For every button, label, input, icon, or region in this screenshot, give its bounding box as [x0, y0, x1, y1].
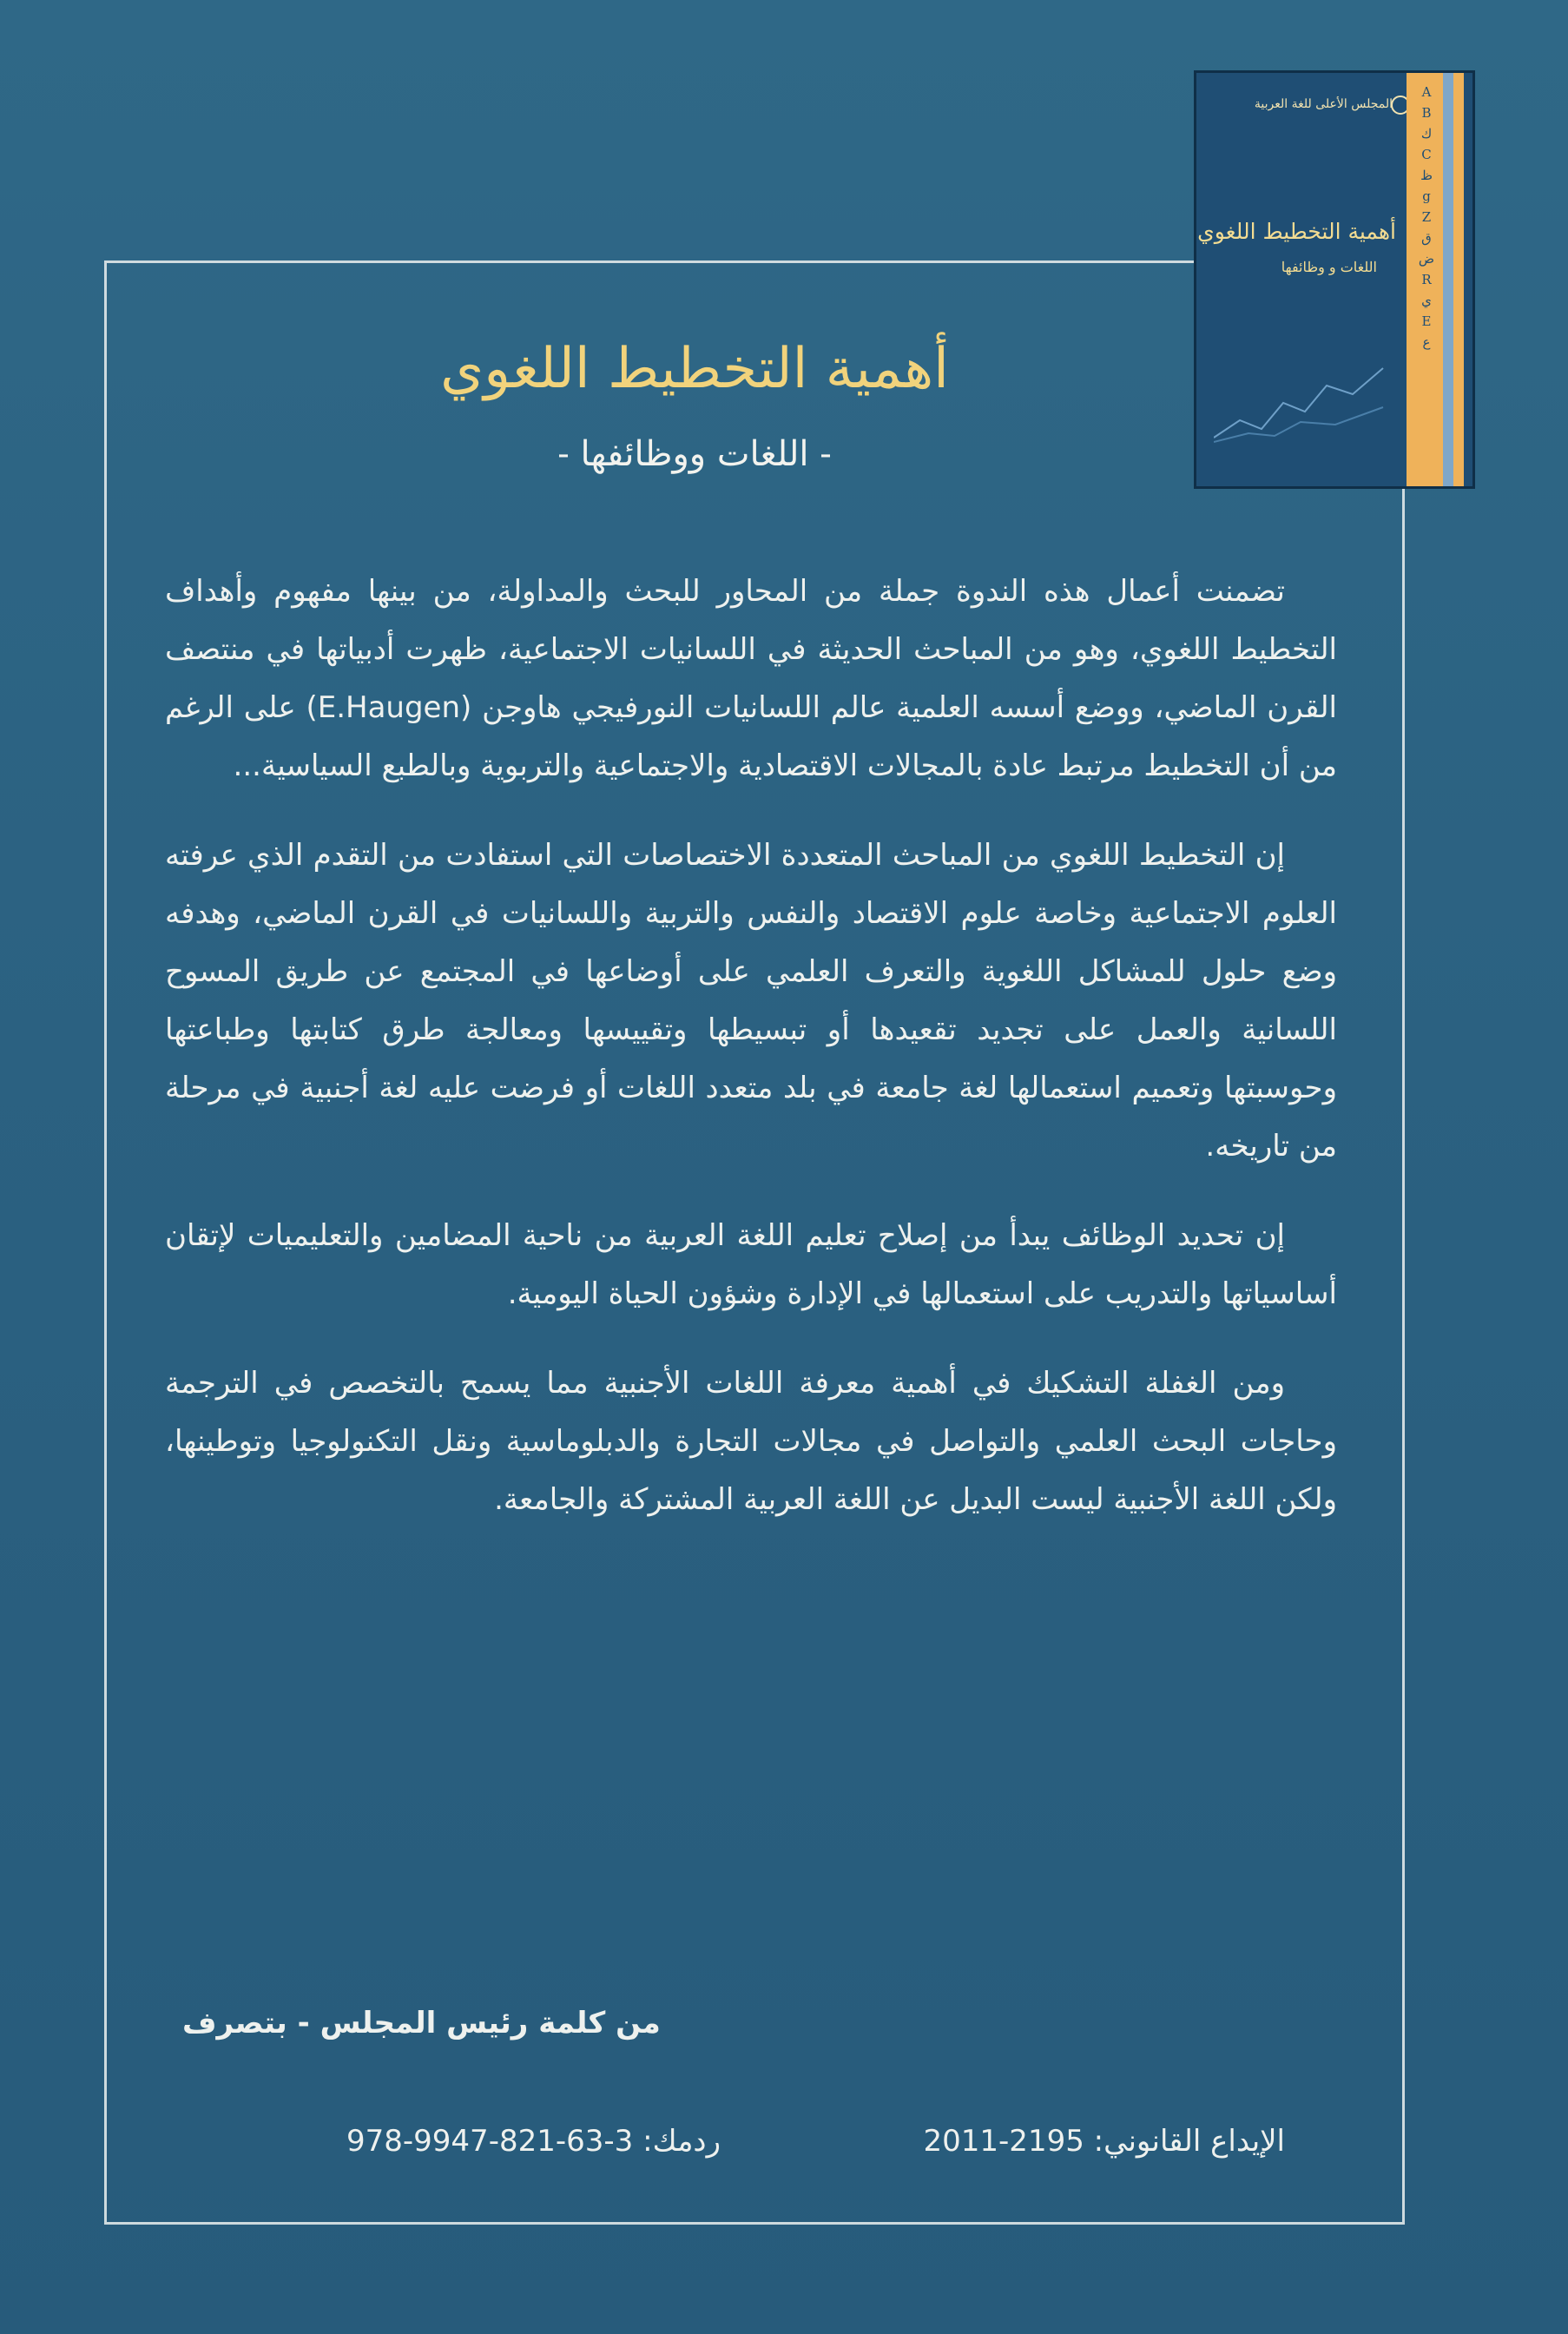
blurb-paragraph: إن تحديد الوظائف يبدأ من إصلاح تعليم اللغة العربية من ناحية المضامين والتعليميات لإتقان أساسياتها والتدريب على استعمالها في الإدارة وشؤون الحياة اليومية.	[165, 1218, 1337, 1311]
front-cover-thumbnail	[1196, 73, 1472, 486]
spine-letter: ع	[1422, 334, 1431, 350]
legal-deposit-number: 2011-2195	[923, 2124, 1084, 2159]
spine-letter: ض	[1418, 251, 1435, 267]
spine-letter: C	[1421, 147, 1432, 162]
decorative-graph-icon	[1214, 359, 1387, 446]
blurb-paragraph: تضمنت أعمال هذه الندوة جملة من المحاور للبحث والمداولة، من بينها مفهوم وأهداف التخطيط اللغوي، وهو من المباحث الحديثة في اللسانيات الاجتماعية، ظهرت أدبياتها في منتصف القرن الماضي، ووضع أسسه العلمية عالم اللسانيات النورفيجي هاوجن (E.Haugen) على الرغم من أن التخطيط مرتبط عادة بالمجالات الاقتصادية والاجتماعية والتربوية وبالطبع السياسية...	[165, 574, 1337, 783]
blurb-paragraph: ومن الغفلة التشكيك في أهمية معرفة اللغات الأجنبية مما يسمح بالتخصص في الترجمة وحاجات البحث العلمي والتواصل في مجالات التجارة والدبلوماسية ونقل التكنولوجيا وتوطينها، ولكن اللغة الأجنبية ليست البديل عن اللغة العربية المشتركة والجامعة.	[165, 1366, 1337, 1517]
isbn	[252, 2124, 721, 2159]
thumbnail-subtitle: اللغات و وظائفها	[1281, 259, 1377, 275]
spine-letter: ظ	[1420, 168, 1433, 183]
spine-letter: B	[1421, 105, 1432, 121]
spine-letter: Z	[1421, 209, 1432, 225]
spine-letter: ي	[1421, 293, 1432, 308]
blurb-paragraph: إن التخطيط اللغوي من المباحث المتعددة الاختصاصات التي استفادت من التقدم الذي عرفته العلوم الاجتماعية وخاصة علوم الاقتصاد والنفس والتربية واللسانيات في القرن الماضي، وهدفه وضع حلول للمشاكل اللغوية والتعرف العلمي على أوضاعها في المجتمع عن طريق المسوح اللسانية والعمل على تجديد تقعيدها أو تبسيطها وتقييسها ومعالجة طرق كتابتها وطباعتها وحوسبتها وتعميم استعمالها لغة جامعة في بلد متعدد اللغات أو فرضت عليه لغة أجنبية في مرحلة من تاريخه.	[165, 838, 1337, 1164]
thumbnail-publisher: المجلس الأعلى للغة العربية	[1254, 97, 1393, 111]
spine-letter: E	[1421, 313, 1432, 329]
spine-letters	[1415, 82, 1438, 353]
legal-deposit-label: الإيداع القانوني:	[1093, 2124, 1285, 2159]
book-title: أهمية التخطيط اللغوي	[440, 337, 949, 401]
spine-inner-strip	[1443, 73, 1453, 486]
spine-letter: R	[1421, 272, 1432, 287]
isbn-number: 978-9947-821-63-3	[346, 2124, 634, 2159]
signature-text: من كلمة رئيس المجلس - بتصرف	[182, 2006, 661, 2041]
blurb-text	[165, 563, 1337, 1560]
isbn-label: ردمك:	[642, 2124, 721, 2159]
thumbnail-title: أهمية التخطيط اللغوي	[1197, 219, 1396, 244]
spine-letter: ق	[1421, 230, 1432, 246]
signature-line	[182, 2006, 703, 2041]
spine-letter: g	[1422, 188, 1431, 204]
book-subtitle: - اللغات ووظائفها -	[557, 434, 832, 474]
legal-deposit	[833, 2124, 1285, 2159]
spine-letter: ك	[1420, 126, 1433, 142]
spine-letter: A	[1421, 84, 1432, 100]
